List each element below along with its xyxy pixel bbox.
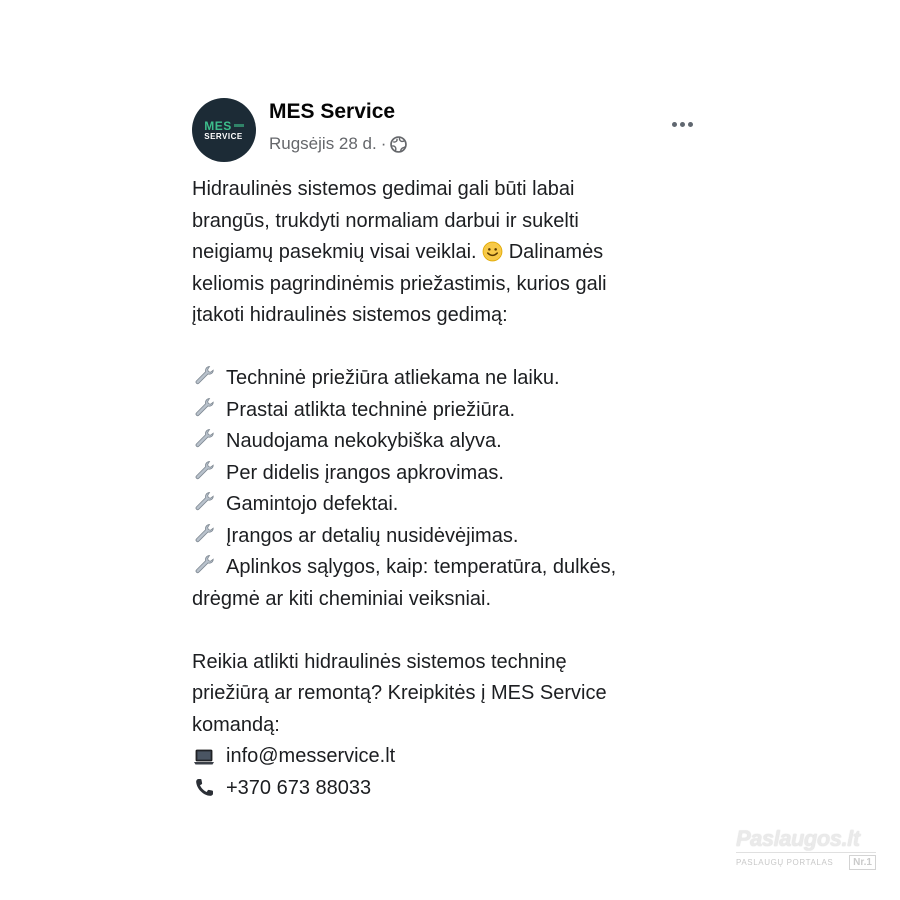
logo-service-text: SERVICE bbox=[204, 131, 243, 141]
list-item bbox=[192, 521, 712, 553]
list-item bbox=[192, 552, 712, 584]
list-item-text: Techninė priežiūra atliekama ne laiku. bbox=[226, 367, 560, 389]
intro-line: įtakoti hidraulinės sistemos gedimą: bbox=[192, 304, 508, 326]
smile-emoji-icon bbox=[482, 241, 503, 262]
avatar[interactable] bbox=[192, 98, 256, 162]
list-item-text: Per didelis įrangos apkrovimas. bbox=[226, 461, 504, 484]
post-meta bbox=[269, 134, 407, 154]
list-item-text: Prastai atlikta techninė priežiūra. bbox=[226, 398, 516, 421]
more-icon-dot bbox=[688, 122, 693, 127]
more-options-button[interactable] bbox=[668, 110, 696, 138]
wrench-icon bbox=[192, 489, 216, 513]
wrench-icon bbox=[192, 426, 216, 450]
more-icon-dot bbox=[672, 122, 677, 127]
meta-separator: · bbox=[380, 134, 387, 153]
email-link[interactable]: info@messervice.lt bbox=[226, 745, 396, 767]
list-item-continuation: drėgmė ar kiti cheminiai veiksniai. bbox=[192, 587, 492, 610]
list-item-text: Gamintojo defektai. bbox=[226, 493, 399, 515]
post-body bbox=[192, 174, 712, 804]
cta-line: Reikia atlikti hidraulinės sistemos techninę bbox=[192, 650, 567, 673]
email-line bbox=[192, 741, 712, 773]
phone-line bbox=[192, 773, 712, 805]
mes-service-logo bbox=[204, 120, 244, 141]
phone-number[interactable]: +370 673 88033 bbox=[226, 776, 372, 799]
paslaugos-watermark bbox=[736, 826, 876, 870]
more-icon-dot bbox=[680, 122, 685, 127]
facebook-post bbox=[192, 96, 712, 804]
list-item bbox=[192, 426, 712, 458]
post-date[interactable]: Rugsėjis 28 d. bbox=[269, 134, 377, 153]
list-item-text: Aplinkos sąlygos, kaip: temperatūra, dulkės, bbox=[226, 556, 617, 578]
phone-icon bbox=[192, 776, 216, 800]
intro-line: keliomis pagrindinėmis priežastimis, kurios gali bbox=[192, 272, 607, 295]
globe-icon bbox=[390, 136, 407, 153]
logo-mes-text: MES bbox=[204, 118, 232, 133]
list-item bbox=[192, 458, 712, 490]
watermark-title: Paslaugos.lt bbox=[736, 826, 860, 851]
wrench-icon bbox=[192, 395, 216, 419]
list-item-text: Naudojama nekokybiška alyva. bbox=[226, 430, 502, 452]
list-item-text: Įrangos ar detalių nusidėvėjimas. bbox=[226, 524, 519, 547]
watermark-subtitle: PASLAUGŲ PORTALAS bbox=[736, 858, 834, 867]
intro-line: neigiamų pasekmių visai veiklai. Dalinamės bbox=[192, 241, 604, 263]
intro-line: brangūs, trukdyti normaliam darbui ir sukelti bbox=[192, 209, 579, 232]
list-item bbox=[192, 395, 712, 427]
wrench-icon bbox=[192, 363, 216, 387]
wrench-icon bbox=[192, 521, 216, 545]
intro-line: Hidraulinės sistemos gedimai gali būti labai bbox=[192, 178, 575, 200]
page-name[interactable]: MES Service bbox=[269, 100, 396, 123]
cta-line: komandą: bbox=[192, 713, 280, 736]
cta-line: priežiūrą ar remontą? Kreipkitės į MES Service bbox=[192, 682, 607, 704]
list-item bbox=[192, 363, 712, 395]
watermark-badge: Nr.1 bbox=[849, 855, 876, 870]
wrench-icon bbox=[192, 458, 216, 482]
post-header bbox=[192, 96, 712, 162]
list-item bbox=[192, 489, 712, 521]
laptop-icon bbox=[192, 745, 216, 769]
wrench-icon bbox=[192, 552, 216, 576]
